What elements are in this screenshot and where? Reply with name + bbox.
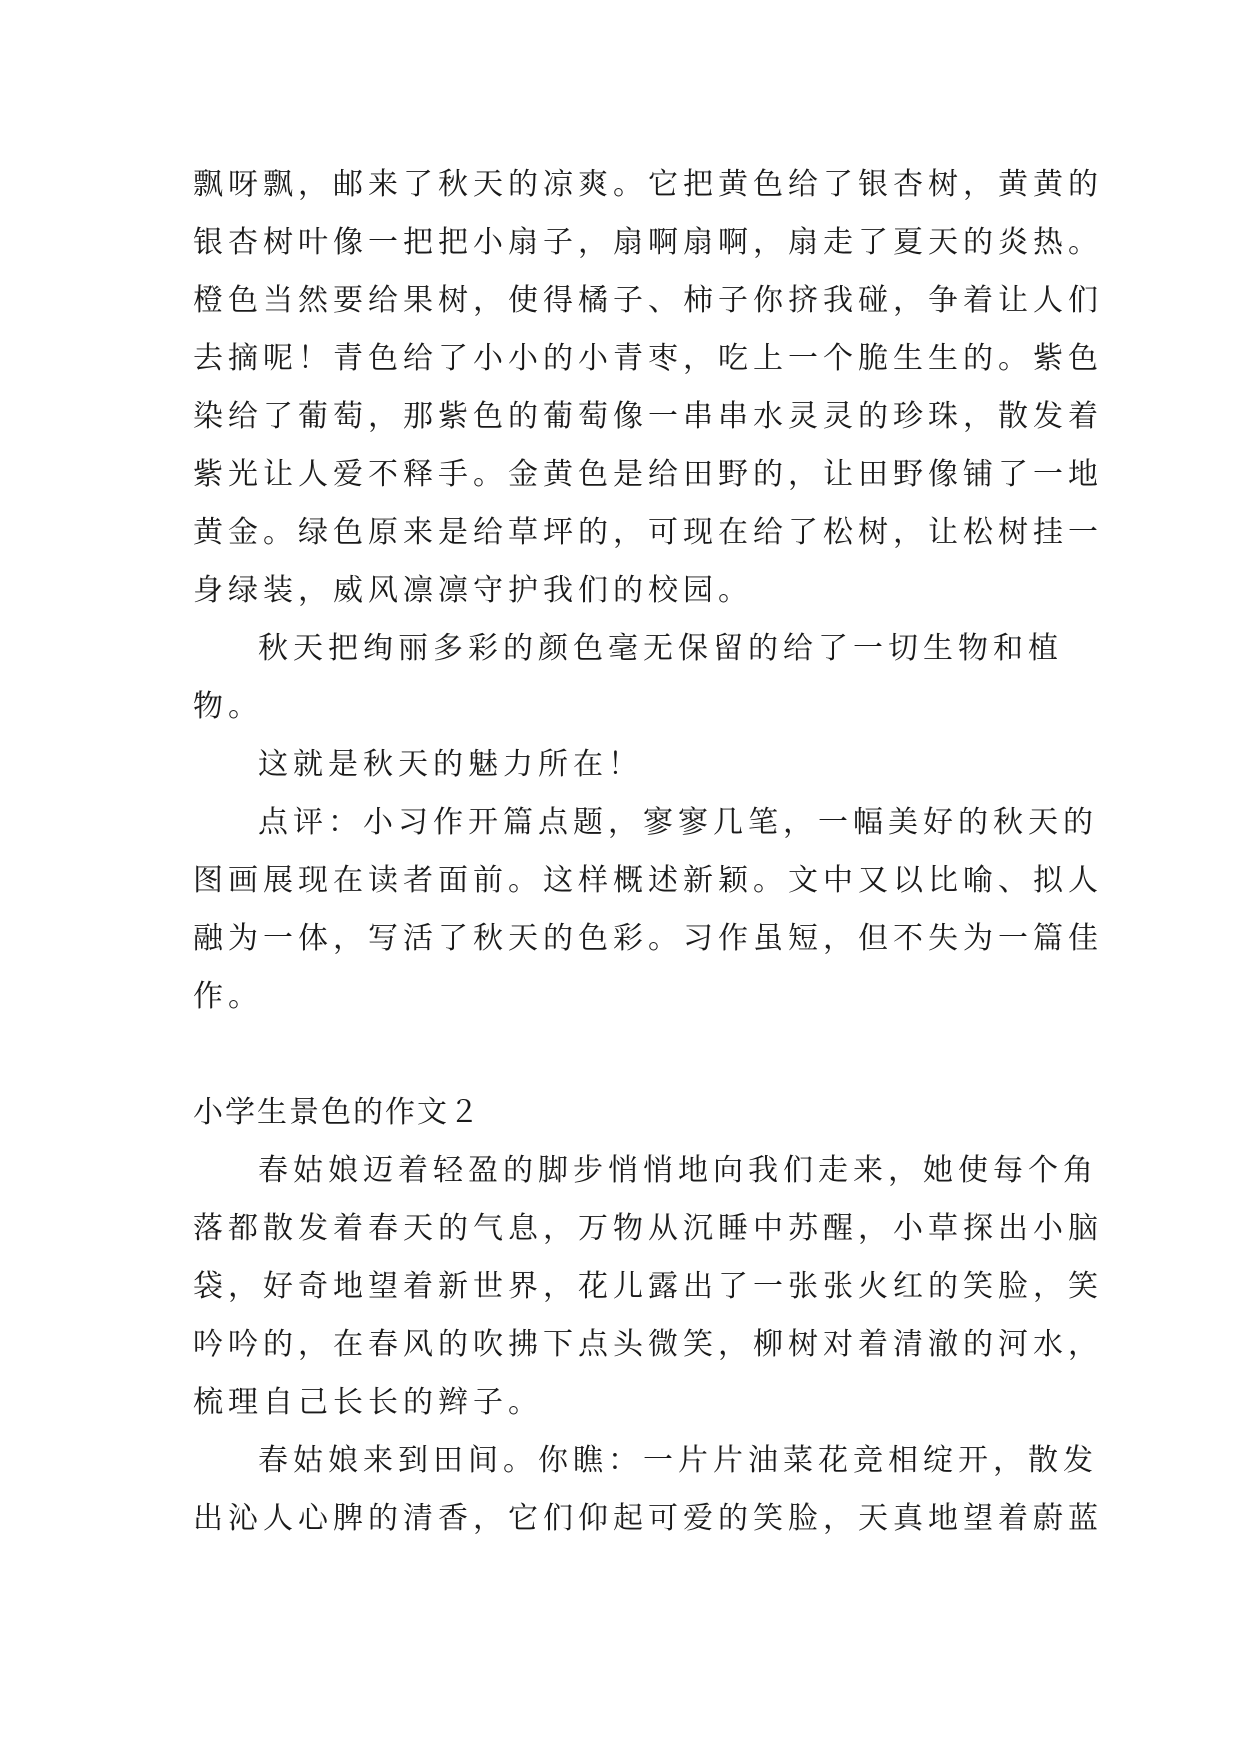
paragraph-line: 出沁人心脾的清香，它们仰起可爱的笑脸，天真地望着蔚蓝	[193, 1501, 1103, 1536]
paragraph-line: 这就是秋天的魅力所在！	[258, 747, 643, 782]
paragraph-line: 落都散发着春天的气息，万物从沉睡中苏醒，小草探出小脑	[193, 1211, 1103, 1246]
paragraph-line: 银杏树叶像一把把小扇子，扇啊扇啊，扇走了夏天的炎热。	[193, 225, 1103, 260]
paragraph-line: 袋，好奇地望着新世界，花儿露出了一张张火红的笑脸，笑	[193, 1269, 1103, 1304]
comment-line: 融为一体，写活了秋天的色彩。习作虽短，但不失为一篇佳	[193, 921, 1103, 956]
comment-line: 点评：小习作开篇点题，寥寥几笔，一幅美好的秋天的	[258, 805, 1098, 840]
paragraph-line: 紫光让人爱不释手。金黄色是给田野的，让田野像铺了一地	[193, 457, 1103, 492]
paragraph-line: 橙色当然要给果树，使得橘子、柿子你挤我碰，争着让人们	[193, 283, 1103, 318]
paragraph-line: 身绿装，威风凛凛守护我们的校园。	[193, 573, 753, 608]
comment-line: 图画展现在读者面前。这样概述新颖。文中又以比喻、拟人	[193, 863, 1103, 898]
paragraph-line: 去摘呢！青色给了小小的小青枣，吃上一个脆生生的。紫色	[193, 341, 1103, 376]
paragraph-line: 物。	[193, 689, 263, 724]
comment-line: 作。	[193, 979, 263, 1014]
paragraph-line: 春姑娘迈着轻盈的脚步悄悄地向我们走来，她使每个角	[258, 1153, 1098, 1188]
essay-heading: 小学生景色的作文２	[193, 1095, 481, 1130]
paragraph-line: 飘呀飘，邮来了秋天的凉爽。它把黄色给了银杏树，黄黄的	[193, 167, 1103, 202]
paragraph-line: 梳理自己长长的辫子。	[193, 1385, 543, 1420]
paragraph-line: 黄金。绿色原来是给草坪的，可现在给了松树，让松树挂一	[193, 515, 1103, 550]
paragraph-line: 染给了葡萄，那紫色的葡萄像一串串水灵灵的珍珠，散发着	[193, 399, 1103, 434]
paragraph-line: 秋天把绚丽多彩的颜色毫无保留的给了一切生物和植	[258, 631, 1063, 666]
paragraph-line: 吟吟的，在春风的吹拂下点头微笑，柳树对着清澈的河水，	[193, 1327, 1103, 1362]
paragraph-line: 春姑娘来到田间。你瞧：一片片油菜花竞相绽开，散发	[258, 1443, 1098, 1478]
